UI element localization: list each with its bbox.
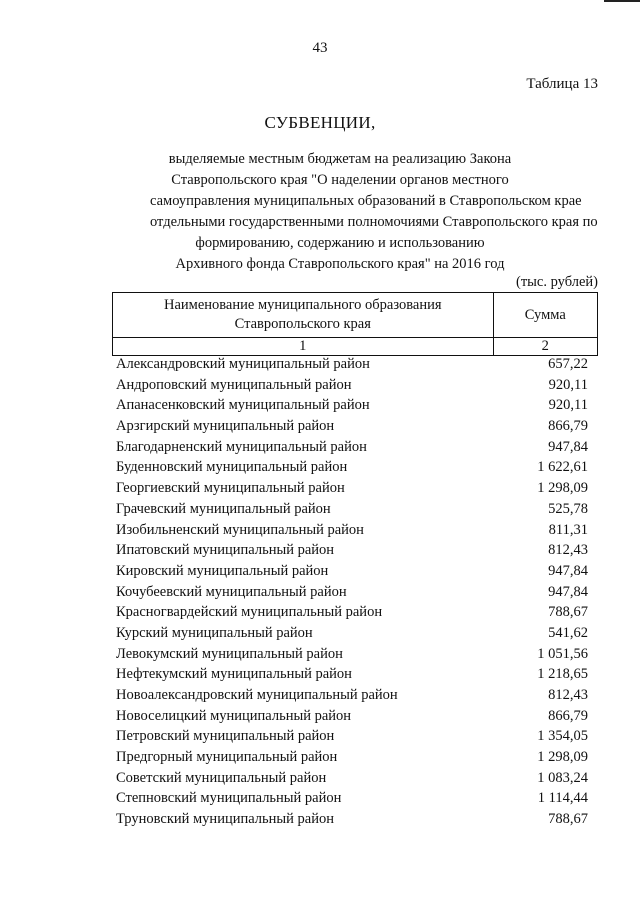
subvention-amount: 812,43 xyxy=(548,687,588,703)
table-label: Таблица 13 xyxy=(526,76,598,92)
municipality-name: Кочубеевский муниципальный район xyxy=(116,583,347,600)
municipality-name: Курский муниципальный район xyxy=(116,624,313,641)
table-row xyxy=(116,768,598,789)
subvention-amount: 525,78 xyxy=(548,500,588,517)
subtitle-line: Архивного фонда Ставропольского края" на 2016 год xyxy=(175,256,505,272)
table-row xyxy=(116,602,598,623)
header-name-cell xyxy=(113,293,494,338)
table-row xyxy=(116,726,598,747)
table-row xyxy=(116,582,598,603)
subvention-amount: 1 298,09 xyxy=(537,749,588,766)
municipality-name: Петровский муниципальный район xyxy=(116,728,335,745)
table-header xyxy=(112,292,598,356)
table-row xyxy=(116,478,598,499)
municipality-name: Советский муниципальный район xyxy=(116,769,327,786)
municipality-name: Предгорный муниципальный район xyxy=(116,749,338,766)
subvention-amount: 947,84 xyxy=(548,438,588,455)
subvention-amount: 1 218,65 xyxy=(537,666,588,683)
subtitle-line: выделяемые местным бюджетам на реализацию Закона xyxy=(168,151,512,167)
header-sum-cell: Сумма xyxy=(493,293,597,338)
table-row xyxy=(116,623,598,644)
subvention-amount: 920,11 xyxy=(548,397,588,414)
subvention-amount: 947,84 xyxy=(548,562,588,579)
table-row xyxy=(116,416,598,437)
table-row xyxy=(116,747,598,768)
subtitle-line: Ставропольского края "О наделении органов местного xyxy=(171,172,509,188)
table-row xyxy=(116,437,598,458)
municipality-name: Александровский муниципальный район xyxy=(116,356,370,372)
subtitle-line: отдельными государственными полномочиями Ставропольского края по xyxy=(150,214,598,230)
subvention-amount: 1 083,24 xyxy=(537,769,588,786)
table-row xyxy=(116,706,598,727)
subvention-amount: 1 354,05 xyxy=(537,728,588,745)
table-row xyxy=(116,375,598,396)
subvention-amount: 541,62 xyxy=(548,624,588,641)
subtitle-line: самоуправления муниципальных образований в Ставропольском крае xyxy=(150,193,582,209)
municipality-name: Ипатовский муниципальный район xyxy=(116,542,335,559)
subvention-amount: 788,67 xyxy=(548,811,588,828)
document-title: СУБВЕНЦИИ, xyxy=(264,113,376,132)
page-number: 43 xyxy=(312,40,328,56)
municipality-name: Благодарненский муниципальный район xyxy=(116,438,367,455)
municipality-name: Буденновский муниципальный район xyxy=(116,459,348,476)
municipality-name: Кировский муниципальный район xyxy=(116,562,329,579)
subvention-amount: 920,11 xyxy=(548,376,588,393)
subvention-amount: 947,84 xyxy=(548,583,588,600)
subvention-amount: 812,43 xyxy=(548,542,588,559)
table-row xyxy=(116,809,598,830)
table-row xyxy=(116,520,598,541)
document-subtitle xyxy=(150,149,598,275)
table-row xyxy=(116,499,598,520)
municipality-name: Новоселицкий муниципальный район xyxy=(116,707,352,724)
subvention-amount: 788,67 xyxy=(548,604,588,621)
municipality-name: Изобильненский муниципальный район xyxy=(116,521,364,538)
subvention-amount: 866,79 xyxy=(548,418,588,435)
municipality-name: Левокумский муниципальный район xyxy=(116,645,343,662)
corner-mark xyxy=(604,0,640,6)
subvention-amount: 811,31 xyxy=(548,521,588,538)
municipality-name: Андроповский муниципальный район xyxy=(116,376,352,393)
subvention-amount: 657,22 xyxy=(548,356,588,372)
subtitle-line: формированию, содержанию и использованию xyxy=(195,235,485,251)
table-row xyxy=(116,644,598,665)
column-number-1: 1 xyxy=(113,338,494,356)
subvention-amount: 1 622,61 xyxy=(537,459,588,476)
header-name-line: Ставропольского края xyxy=(234,316,371,332)
table-row xyxy=(116,561,598,582)
subvention-amount: 866,79 xyxy=(548,707,588,724)
municipality-name: Степновский муниципальный район xyxy=(116,790,342,807)
table-row xyxy=(116,685,598,706)
municipality-name: Арзгирский муниципальный район xyxy=(116,418,335,435)
municipality-name: Георгиевский муниципальный район xyxy=(116,480,345,497)
municipality-name: Грачевский муниципальный район xyxy=(116,500,331,517)
table-body xyxy=(116,354,598,830)
municipality-name: Труновский муниципальный район xyxy=(116,811,334,828)
table-row xyxy=(116,788,598,809)
units-label: (тыс. рублей) xyxy=(516,274,598,290)
table-row xyxy=(116,457,598,478)
table-row xyxy=(116,354,598,375)
municipality-name: Новоалександровский муниципальный район xyxy=(116,687,398,703)
municipality-name: Красногвардейский муниципальный район xyxy=(116,604,383,621)
subvention-amount: 1 114,44 xyxy=(537,790,588,807)
column-number-2: 2 xyxy=(493,338,597,356)
municipality-name: Апанасенковский муниципальный район xyxy=(116,397,370,414)
subvention-amount: 1 051,56 xyxy=(537,645,588,662)
header-name-line: Наименование муниципального образования xyxy=(163,297,442,313)
table-row xyxy=(116,395,598,416)
municipality-name: Нефтекумский муниципальный район xyxy=(116,666,352,683)
subvention-amount: 1 298,09 xyxy=(537,480,588,497)
table-row xyxy=(116,664,598,685)
table-row xyxy=(116,540,598,561)
